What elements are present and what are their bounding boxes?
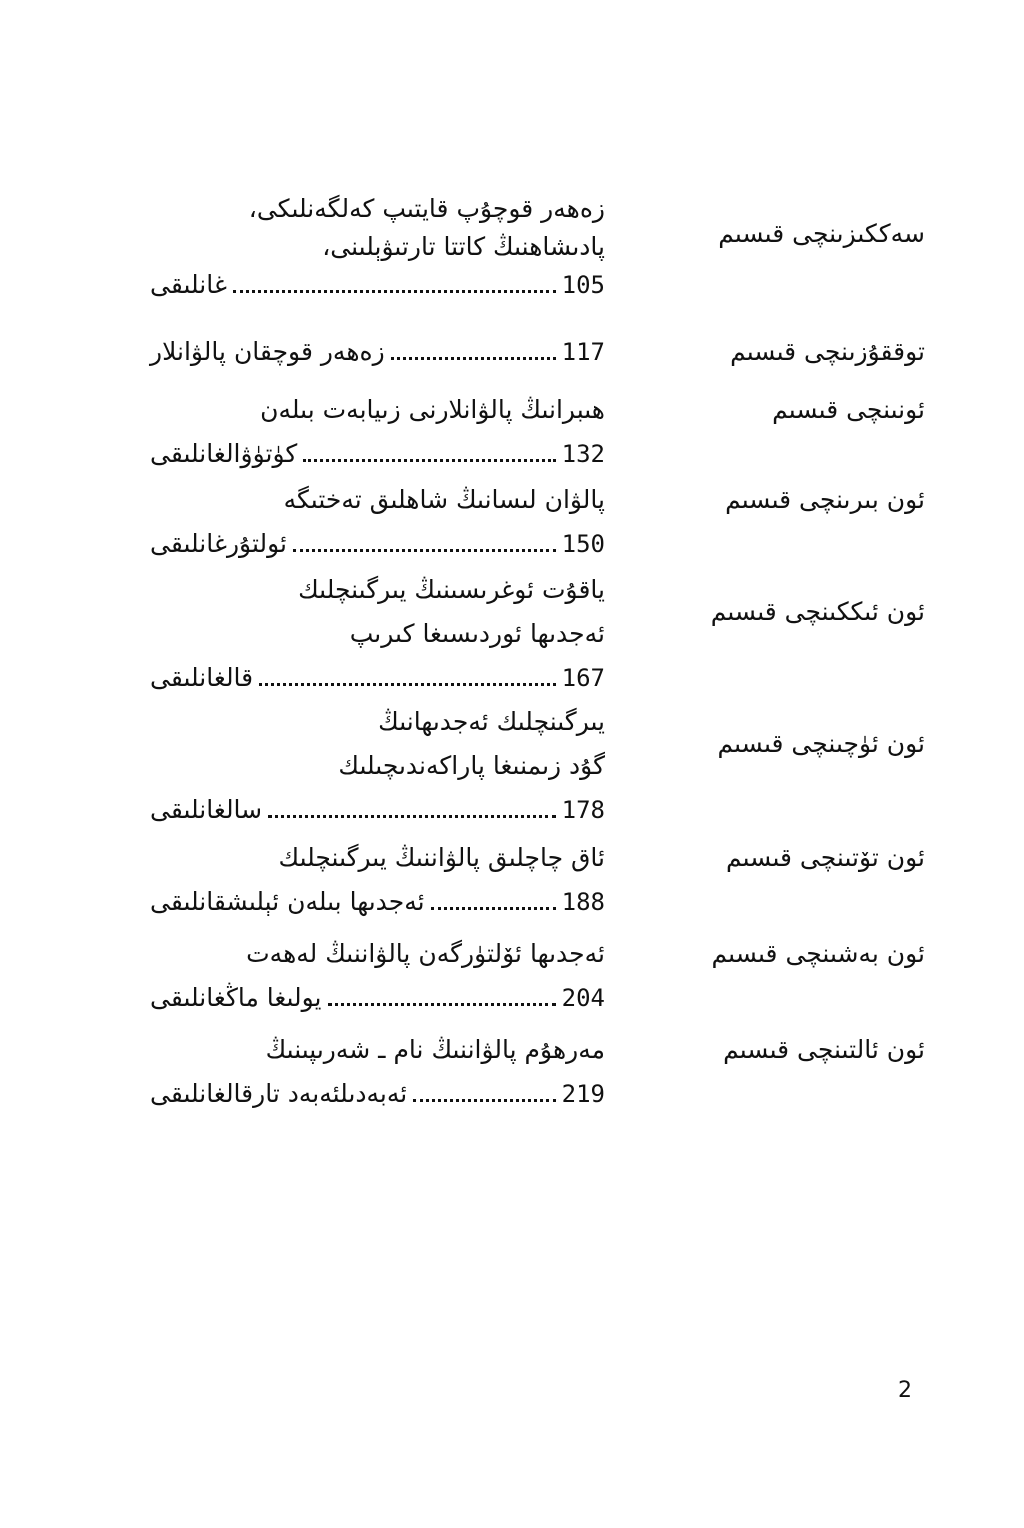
toc-entry-line: يىرگىنچلىك ئەجدىھانىڭ	[378, 707, 605, 736]
dot-leader	[259, 683, 556, 686]
toc-entry-last-line	[150, 788, 605, 832]
toc-entry-line: گۇد زىمنىغا پاراكەندىچىلىك	[338, 751, 605, 780]
toc-entry-line: پادىشاھنىڭ كاتتا تارتىۋېلىنى،	[322, 232, 605, 261]
toc-entry	[150, 700, 925, 836]
toc-entry-description	[150, 568, 605, 700]
toc-entry-line: ياقۇت ئوغرىسىنىڭ يىرگىنچلىك	[298, 575, 605, 604]
toc-entry-description	[150, 700, 605, 832]
toc-entry	[150, 568, 925, 700]
toc-entry-title: ئون بىرىنچى قىسىم	[725, 485, 925, 514]
toc-page-number: 219	[561, 1080, 605, 1108]
toc-entry-description	[150, 330, 605, 374]
toc-entry-title: ئونىنچى قىسىم	[772, 395, 925, 424]
toc-entry-description	[150, 190, 605, 304]
toc-page-number: 105	[561, 271, 605, 299]
toc-entry-description	[150, 836, 605, 924]
toc-entry-last-line	[150, 976, 605, 1020]
toc-entry-line: ئولتۇرغانلىقى	[150, 529, 287, 558]
toc-entry-last-line	[150, 880, 605, 924]
toc-entry-line: زەھەر قوچۇپ قايتىپ كەلگەنلىكى،	[248, 194, 605, 223]
toc-entry-line: قالغانلىقى	[150, 663, 254, 692]
dot-leader	[233, 290, 556, 293]
toc-entry-line: سالغانلىقى	[150, 795, 263, 824]
toc-entry-description	[150, 478, 605, 566]
toc-entry-line: ھىبرانىڭ پالۋانلارنى زىيابەت بىلەن	[260, 395, 605, 424]
toc-entry-line: كۈتۈۋالغانلىقى	[150, 439, 298, 468]
toc-entry-last-line	[150, 522, 605, 566]
toc-entry-line: ئەجدىھا بىلەن ئېلىشقانلىقى	[150, 887, 425, 916]
toc-entry-line: يولىغا ماڭغانلىقى	[150, 983, 322, 1012]
toc-page-number: 132	[561, 440, 605, 468]
toc-page-number: 178	[561, 796, 605, 824]
dot-leader	[328, 1003, 556, 1006]
toc-entry	[150, 478, 925, 568]
toc-entry-description	[150, 1028, 605, 1116]
toc-entry-title: ئون ئۈچىنچى قىسىم	[717, 729, 925, 758]
toc-entry-title: توققۇزىنچى قىسىم	[730, 337, 925, 366]
toc-entry	[150, 836, 925, 932]
toc-entry-line: مەرھۇم پالۋاننىڭ نام ـ شەرىپىنىڭ	[265, 1035, 605, 1064]
page-number: 2	[898, 1378, 912, 1403]
toc-entry-last-line	[150, 1072, 605, 1116]
dot-leader	[413, 1099, 555, 1102]
table-of-contents	[150, 190, 925, 1124]
toc-entry	[150, 1028, 925, 1124]
toc-page-number: 150	[561, 530, 605, 558]
toc-entry-last-line	[150, 330, 605, 374]
toc-entry-last-line	[150, 656, 605, 700]
toc-entry-line: پالۋان لىسانىڭ شاھلىق تەختىگە	[283, 485, 605, 514]
toc-entry-title: ئون ئىككىنچى قىسىم	[710, 597, 925, 626]
toc-entry-line: ئاق چاچلىق پالۋاننىڭ يىرگىنچلىك	[278, 843, 605, 872]
toc-page-number: 188	[561, 888, 605, 916]
toc-entry-last-line	[150, 266, 605, 304]
toc-entry-line: ئەجدىھا ئۆلتۈرگەن پالۋاننىڭ لەھەت	[246, 939, 605, 968]
dot-leader	[303, 459, 555, 462]
toc-entry	[150, 388, 925, 478]
toc-entry	[150, 190, 925, 298]
toc-entry-line: غانلىقى	[150, 270, 227, 299]
toc-entry-title: ئون بەشىنچى قىسىم	[711, 939, 925, 968]
toc-entry-line: ئەبەدىلئەبەد تارقالغانلىقى	[150, 1079, 408, 1108]
dot-leader	[391, 357, 556, 360]
toc-entry-description	[150, 388, 605, 476]
toc-entry-line: زەھەر قوچقان پالۋانلار	[150, 337, 385, 366]
toc-entry-title: ئون ئالتىنچى قىسىم	[723, 1035, 925, 1064]
toc-page-number: 204	[561, 984, 605, 1012]
toc-entry-line: ئەجدىھا ئوردىسىغا كىرىپ	[349, 619, 605, 648]
dot-leader	[293, 549, 556, 552]
dot-leader	[268, 815, 556, 818]
toc-entry-description	[150, 932, 605, 1020]
toc-page-number: 117	[561, 338, 605, 366]
toc-entry-title: ئون تۆتىنچى قىسىم	[726, 843, 925, 872]
toc-entry-title: سەككىزىنچى قىسىم	[718, 219, 925, 248]
toc-entry	[150, 932, 925, 1028]
toc-entry	[150, 330, 925, 388]
dot-leader	[431, 907, 556, 910]
toc-entry-last-line	[150, 432, 605, 476]
toc-page-number: 167	[561, 664, 605, 692]
